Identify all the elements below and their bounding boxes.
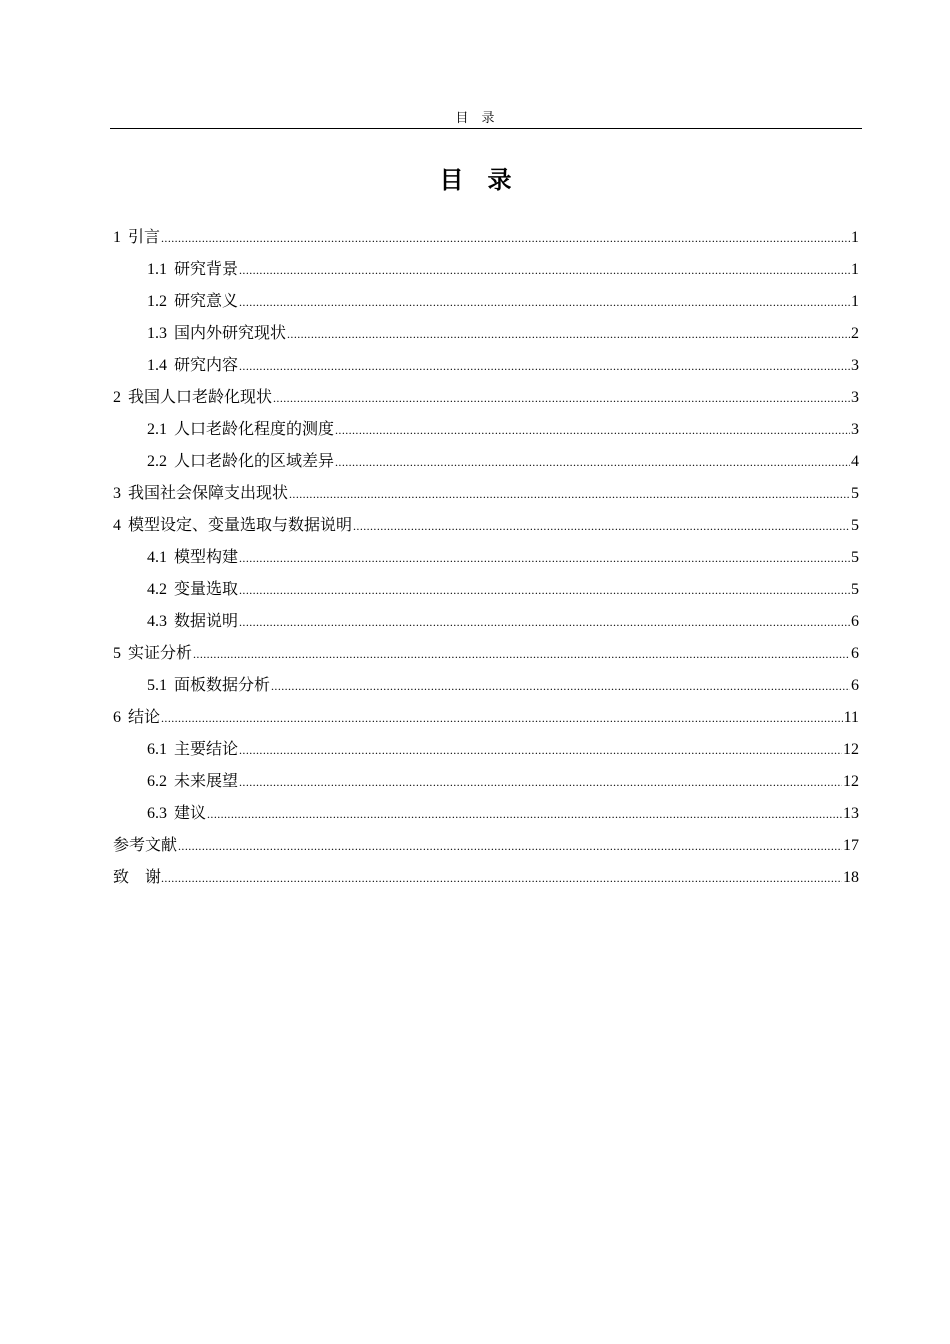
toc-entry[interactable] [113, 574, 859, 606]
toc-entry-label: 模型设定、变量选取与数据说明 [128, 515, 353, 534]
toc-dot-leader [239, 767, 842, 797]
toc-entry-label: 面板数据分析 [174, 675, 271, 694]
toc-entry-page: 17 [843, 837, 859, 854]
toc-entry-label: 研究背景 [174, 259, 239, 278]
toc-entry[interactable] [113, 670, 859, 702]
toc-entry-page: 6 [851, 645, 859, 662]
toc-entry-number: 6.1 [147, 741, 167, 758]
toc-entry-number: 1.3 [147, 325, 167, 342]
toc-entry-label: 实证分析 [128, 643, 193, 662]
toc-entry-number: 1.4 [147, 357, 167, 374]
toc-entry-number: 4 [113, 517, 121, 534]
toc-entry-page: 3 [851, 421, 859, 438]
toc-entry-number: 6.3 [147, 805, 167, 822]
toc-entry[interactable] [113, 414, 859, 446]
toc-entry[interactable] [113, 446, 859, 478]
toc-dot-leader [335, 447, 850, 477]
toc-dot-leader [207, 799, 842, 829]
toc-entry-page: 1 [851, 293, 859, 310]
toc-entry-page: 3 [851, 357, 859, 374]
toc-entry-page: 1 [851, 261, 859, 278]
toc-entry-label: 致谢 [113, 867, 178, 886]
toc-entry[interactable] [113, 510, 859, 542]
toc-entry-label: 参考文献 [113, 835, 178, 854]
toc-entry-page: 13 [843, 805, 859, 822]
toc-dot-leader [273, 383, 850, 413]
toc-entry-page: 3 [851, 389, 859, 406]
toc-entry[interactable] [113, 830, 859, 862]
toc-entry-label: 引言 [128, 227, 161, 246]
toc-dot-leader [161, 863, 842, 893]
toc-entry-number: 4.3 [147, 613, 167, 630]
toc-dot-leader [239, 735, 842, 765]
toc-entry-page: 4 [851, 453, 859, 470]
toc-entry-label: 我国人口老龄化现状 [128, 387, 273, 406]
toc-entry[interactable] [113, 350, 859, 382]
toc-entry-label: 建议 [174, 803, 207, 822]
toc-entry[interactable] [113, 766, 859, 798]
toc-entry-label: 结论 [128, 707, 161, 726]
toc-dot-leader [271, 671, 850, 701]
toc-entry[interactable] [113, 382, 859, 414]
toc-entry-page: 6 [851, 677, 859, 694]
toc-dot-leader [239, 351, 850, 381]
toc-entry-number: 1.2 [147, 293, 167, 310]
toc-entry-label: 数据说明 [174, 611, 239, 630]
toc-entry[interactable] [113, 606, 859, 638]
toc-dot-leader [178, 831, 842, 861]
toc-entry-label: 未来展望 [174, 771, 239, 790]
toc-dot-leader [289, 479, 850, 509]
toc-entry[interactable] [113, 734, 859, 766]
toc-entry-label: 研究内容 [174, 355, 239, 374]
toc-entry-page: 5 [851, 581, 859, 598]
toc-dot-leader [239, 575, 850, 605]
toc-entry-number: 5 [113, 645, 121, 662]
toc-entry-page: 18 [843, 869, 859, 886]
toc-dot-leader [239, 255, 850, 285]
toc-entry-label: 主要结论 [174, 739, 239, 758]
toc-entry-label: 研究意义 [174, 291, 239, 310]
toc-entry[interactable] [113, 798, 859, 830]
toc-entry-page: 11 [843, 709, 859, 726]
toc-dot-leader [239, 287, 850, 317]
toc-dot-leader [287, 319, 850, 349]
toc-entry-page: 5 [851, 517, 859, 534]
toc-entry-page: 6 [851, 613, 859, 630]
toc-dot-leader [161, 703, 843, 733]
toc-entry-label: 变量选取 [174, 579, 239, 598]
toc-entry-number: 4.2 [147, 581, 167, 598]
toc-entry-number: 6 [113, 709, 121, 726]
toc-entry-number: 1.1 [147, 261, 167, 278]
toc-entry[interactable] [113, 254, 859, 286]
toc-entry-number: 2.2 [147, 453, 167, 470]
toc-dot-leader [161, 223, 850, 253]
toc-dot-leader [193, 639, 850, 669]
toc-entry-label: 我国社会保障支出现状 [128, 483, 289, 502]
toc-entry[interactable] [113, 478, 859, 510]
toc-entry[interactable] [113, 318, 859, 350]
toc-entry-number: 5.1 [147, 677, 167, 694]
toc-entry[interactable] [113, 286, 859, 318]
toc-entry-label: 国内外研究现状 [174, 323, 287, 342]
toc-entry-page: 5 [851, 549, 859, 566]
toc-entry-label: 人口老龄化的区域差异 [174, 451, 335, 470]
toc-entry-page: 12 [843, 773, 859, 790]
toc-entry-page: 2 [851, 325, 859, 342]
toc-entry[interactable] [113, 542, 859, 574]
toc-entry-number: 4.1 [147, 549, 167, 566]
toc-entry[interactable] [113, 702, 859, 734]
toc-entry-number: 1 [113, 229, 121, 246]
toc-dot-leader [335, 415, 850, 445]
toc-list [113, 222, 859, 894]
toc-entry[interactable] [113, 222, 859, 254]
toc-dot-leader [239, 543, 850, 573]
toc-entry-label: 模型构建 [174, 547, 239, 566]
toc-entry-page: 12 [843, 741, 859, 758]
running-header: 目录 [455, 111, 508, 126]
toc-entry-number: 2 [113, 389, 121, 406]
toc-entry-label: 人口老龄化程度的测度 [174, 419, 335, 438]
toc-entry-page: 1 [851, 229, 859, 246]
toc-entry[interactable] [113, 862, 859, 894]
toc-title: 目录 [439, 166, 536, 194]
toc-dot-leader [353, 511, 850, 541]
toc-entry-number: 3 [113, 485, 121, 502]
toc-entry[interactable] [113, 638, 859, 670]
toc-dot-leader [239, 607, 850, 637]
toc-entry-number: 2.1 [147, 421, 167, 438]
toc-entry-page: 5 [851, 485, 859, 502]
header-rule [110, 128, 862, 129]
toc-entry-number: 6.2 [147, 773, 167, 790]
